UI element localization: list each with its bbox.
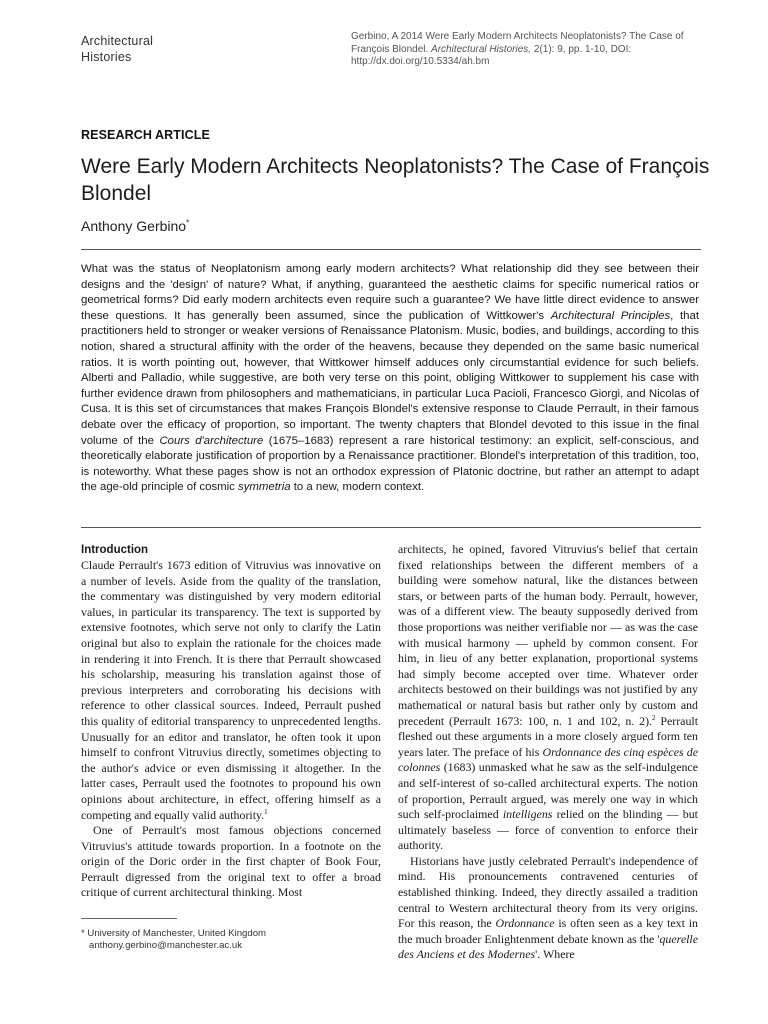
footnote-marker: 1 — [264, 807, 268, 816]
abstract-text-2: , that practitioners held to stronger or weaker versions of Renaissance Platonism. Music, bodies, and buildings, according to this notion, shared a structural affinity with the order of the heavens, because they depended on the same basic numerical ratios. It is worth pointing out, however, that Wittkower himself adduces only circumstantial evidence for such beliefs. Alberti and Palladio, while suggestive, are both very terse on this point, obliging Wittkower to supplement his case with further evidence drawn from philosophers and mathematicians, in particular Luca Pacioli, Francesco Giorgi, and Nicolas of Cusa. It is this set of circumstances that makes François Blondel's extensive response to Claude Perrault, in their famous debate over the efficacy of proportion, so important. The twenty chapters that Blondel devoted to this issue in the final volume of the — [81, 309, 699, 447]
abstract-text-4: to a new, modern context. — [293, 481, 425, 494]
emphasis-term: intelligens — [502, 807, 553, 822]
citation-text: Gerbino, A 2014 Were Early Modern Architects Neoplatonists? The Case of François Blondel. — [351, 31, 684, 55]
footnote-divider — [81, 918, 177, 919]
paragraph-text: Claude Perrault's 1673 edition of Vitruvius was innovative on a number of levels. Aside from the quality of the translation, the commentary was distinguished by very modern editorial values, in particular its transparency. The text is supported by extensive footnotes, which serve not only to clarify the Latin original but also to explain the rationale for the choices made in rendering it into French. It is there that Perrault showcased his scholarship, measuring his translation against those of previous interpreters and corroborating his decisions with reference to other classical sources. Indeed, Perrault pushed this quality of editorial transparency to unprecedented lengths. Unusually for an editor and translator, he often took it upon himself to confront Vitruvius directly, sometimes objecting to the author's advice or even dismissing it altogether. In the latter cases, Perrault used the footnotes to propound his own opinions about architecture, in effect, offering himself as a competing and equally valid authority. — [81, 558, 381, 822]
paragraph-text: architects, he opined, favored Vitruvius's belief that certain fixed relationships between the different members of a building were somehow natural, like the distances between stars, or between parts of the human body. Perrault, however, was of a different view. The beauty supposedly derived from those proportions was neither verifiable nor — as was the case with musical harmony — upheld by common consent. For him, in lieu of any better explanation, proportional systems had simply become accepted over time. Whatever order architects bestowed on their buildings was not justified by any mathematical or natural basis but rather only by custom and precedent (Perrault 1673: 100, n. 1 and 102, n. 2). — [398, 542, 698, 728]
citation-journal: Architectural Histories, — [431, 43, 532, 55]
divider-top — [81, 249, 701, 250]
affiliation-footnote — [81, 928, 266, 952]
journal-name — [81, 33, 153, 65]
paragraph-text: is often seen as a key text in the much broader Enlightenment debate known as the ' — [398, 916, 698, 946]
emphasis-term: querelle des Anciens et des Modernes — [398, 931, 698, 962]
divider-bottom — [81, 527, 701, 528]
author-affiliation-mark: * — [186, 218, 190, 228]
paragraph-text: relied on the blinding — but ultimately baseless — force of convention to enforce their authority. — [398, 807, 698, 853]
abstract-emphasis-2: Cours d'architecture — [159, 434, 264, 447]
body-paragraph — [398, 542, 698, 854]
author-name: Anthony Gerbino — [81, 218, 187, 234]
body-paragraph — [81, 558, 381, 823]
abstract-text-3: (1675–1683) represent a rare historical testimony: an explicit, self-conscious, and theoretically elaborate justification of proportion by a Renaissance practitioner. Blondel's interpretation of this tradition, too, is noteworthy. What these pages show is not an orthodox expression of Platonic doctrine, but rather an attempt to adapt the age-old principle of cosmic — [81, 434, 700, 494]
article-title: Were Early Modern Architects Neoplatonists? The Case of François Blondel — [81, 155, 710, 205]
abstract-text-1: What was the status of Neoplatonism among early modern architects? What relationship did they see between their designs and the 'design' of nature? What, if anything, guaranteed the aesthetic claims for specific numerical ratios or geometrical forms? Did early modern architects even require such a guarantee? We have little direct evidence to answer these questions. It has generally been assumed, since the publication of Wittkower's — [81, 263, 699, 322]
body-column-left — [81, 543, 381, 901]
body-paragraph — [398, 854, 698, 963]
footnote-marker: 2 — [652, 713, 656, 722]
book-title: Ordonnance — [495, 916, 555, 931]
author-line — [81, 218, 189, 234]
section-heading: Introduction — [81, 544, 149, 556]
abstract — [81, 262, 699, 496]
paragraph-text: Perrault fleshed out these arguments in a more closely argued form ten years later. The preface of his — [398, 713, 698, 759]
affiliation-text: * University of Manchester, United Kingdom — [81, 928, 267, 939]
paragraph-text: (1683) unmasked what he saw as the self-indulgence and self-interest of so-called architectural experts. The notion of proportion, Perrault argued, was merely one way in which such self-proclaimed — [398, 760, 698, 822]
paragraph-text: Historians have justly celebrated Perrault's independence of mind. His pronouncements contravened centuries of established thinking. Indeed, they directly assailed a tradition central to Western architectural theory from its very origins. For this reason, the — [398, 853, 698, 931]
body-paragraph: One of Perrault's most famous objections concerned Vitruvius's attitude towards proportion. In a footnote on the origin of the Doric order in the first chapter of Book Four, Perrault digressed from the original text to offer a broad critique of current architectural thinking. Most — [81, 823, 381, 900]
paragraph-text: '. Where — [535, 947, 575, 962]
book-title: Ordonnance des cinq espèces de colonnes — [398, 744, 698, 775]
journal-name-line2: Histories — [81, 50, 132, 64]
citation — [351, 31, 703, 69]
abstract-emphasis-3: symmetria — [238, 481, 291, 494]
author-email: anthony.gerbino@manchester.ac.uk — [89, 940, 243, 951]
body-column-right — [398, 542, 698, 963]
article-type-label: RESEARCH ARTICLE — [81, 128, 210, 142]
journal-name-line1: Architectural — [81, 34, 154, 48]
citation-details: 2(1): 9, pp. 1-10, DOI: http://dx.doi.org/10.5334/ah.bm — [351, 43, 632, 68]
abstract-emphasis-1: Architectural Principles — [550, 309, 671, 322]
